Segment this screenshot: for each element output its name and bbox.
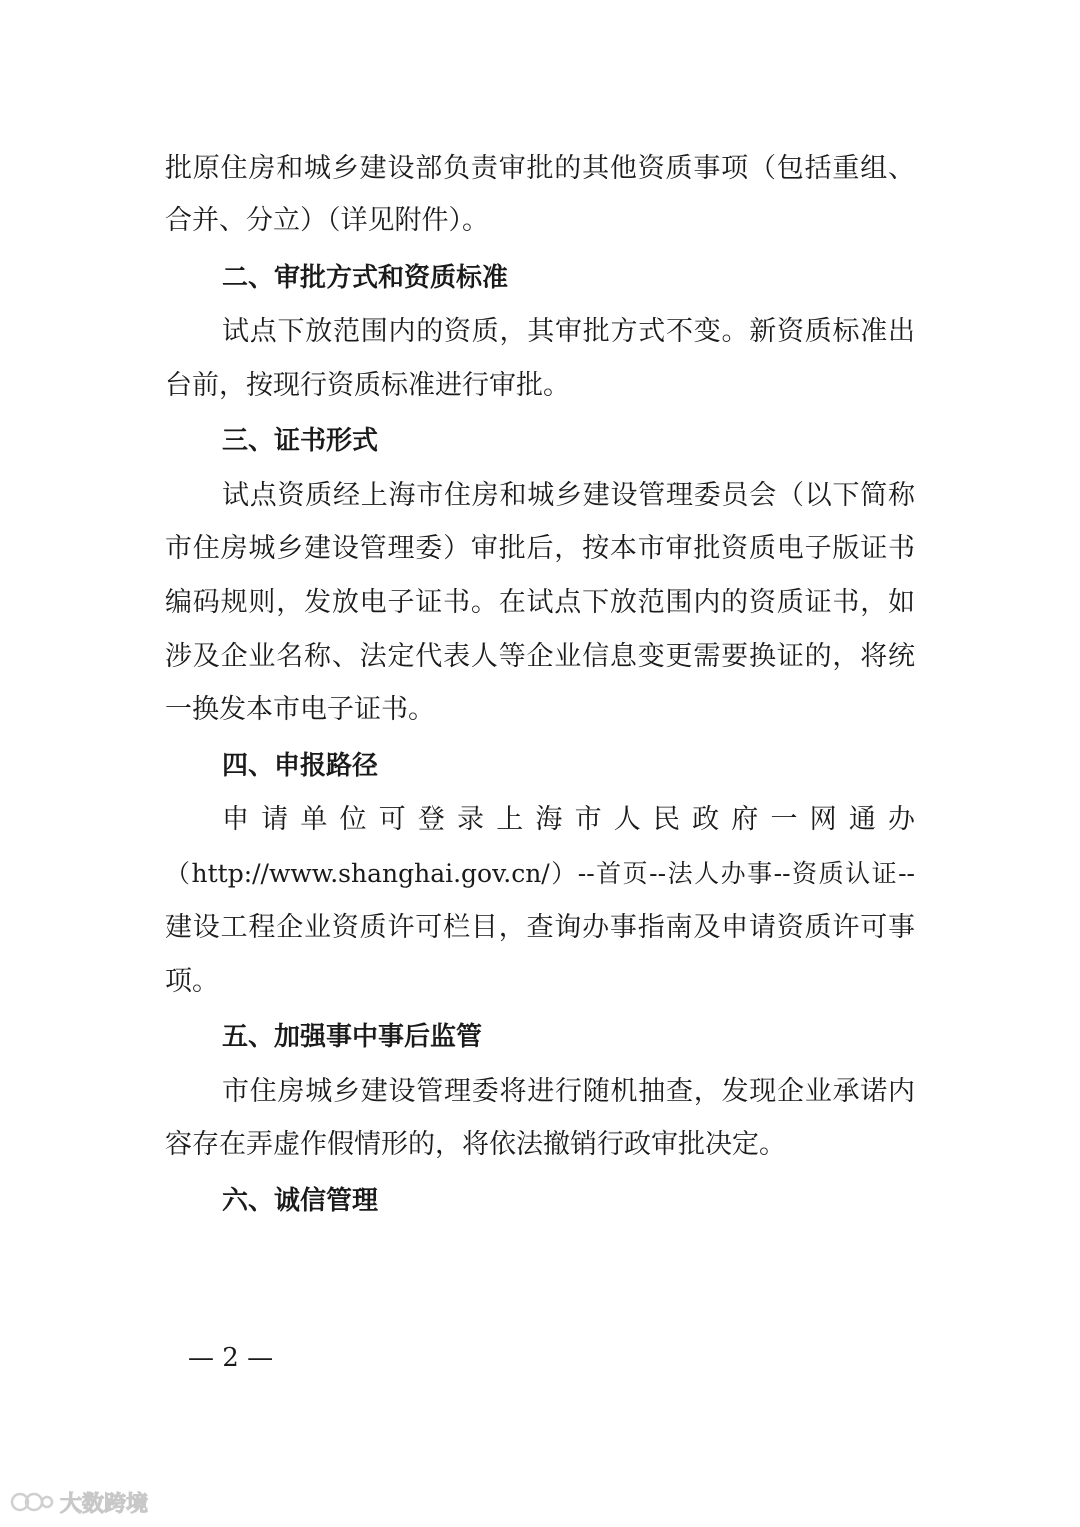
paragraph-line: 台前，按现行资质标准进行审批。 xyxy=(165,370,570,401)
watermark xyxy=(10,1486,148,1518)
paragraph-line: 试点资质经上海市住房和城乡建设管理委员会（以下简称 xyxy=(222,480,915,511)
paragraph-line: 建设工程企业资质许可栏目，查询办事指南及申请资质许可事 xyxy=(165,912,915,943)
url-line: （http://www.shanghai.gov.cn/）--首页--法人办事--资质认证-- xyxy=(165,859,915,888)
fish-logo-icon xyxy=(10,1488,54,1516)
watermark-text: 大数跨境 xyxy=(60,1491,149,1517)
section-heading: 三、证书形式 xyxy=(222,426,379,456)
paragraph-line: 项。 xyxy=(165,966,219,997)
paragraph-line: 编码规则，发放电子证书。在试点下放范围内的资质证书，如 xyxy=(165,587,915,618)
section-heading: 六、诚信管理 xyxy=(222,1186,379,1216)
paragraph-line: 涉及企业名称、法定代表人等企业信息变更需要换证的，将统 xyxy=(165,641,915,672)
paragraph-line: 合并、分立）（详见附件）。 xyxy=(165,205,489,236)
paragraph-line: 批原住房和城乡建设部负责审批的其他资质事项（包括重组、 xyxy=(165,153,915,184)
paragraph-line: 容存在弄虚作假情形的，将依法撤销行政审批决定。 xyxy=(165,1129,786,1160)
paragraph-line: 一换发本市电子证书。 xyxy=(165,694,435,725)
paragraph-line: 市住房城乡建设管理委将进行随机抽查，发现企业承诺内 xyxy=(222,1076,915,1107)
section-heading: 五、加强事中事后监管 xyxy=(222,1022,483,1052)
paragraph-line: 申请单位可登录上海市人民政府一网通办 xyxy=(222,804,915,835)
section-heading: 四、申报路径 xyxy=(222,751,379,781)
paragraph-line: 试点下放范围内的资质，其审批方式不变。新资质标准出 xyxy=(222,316,915,347)
section-heading: 二、审批方式和资质标准 xyxy=(222,263,509,293)
page-number: — 2 — xyxy=(188,1343,274,1373)
paragraph-line: 市住房城乡建设管理委）审批后，按本市审批资质电子版证书 xyxy=(165,533,915,564)
